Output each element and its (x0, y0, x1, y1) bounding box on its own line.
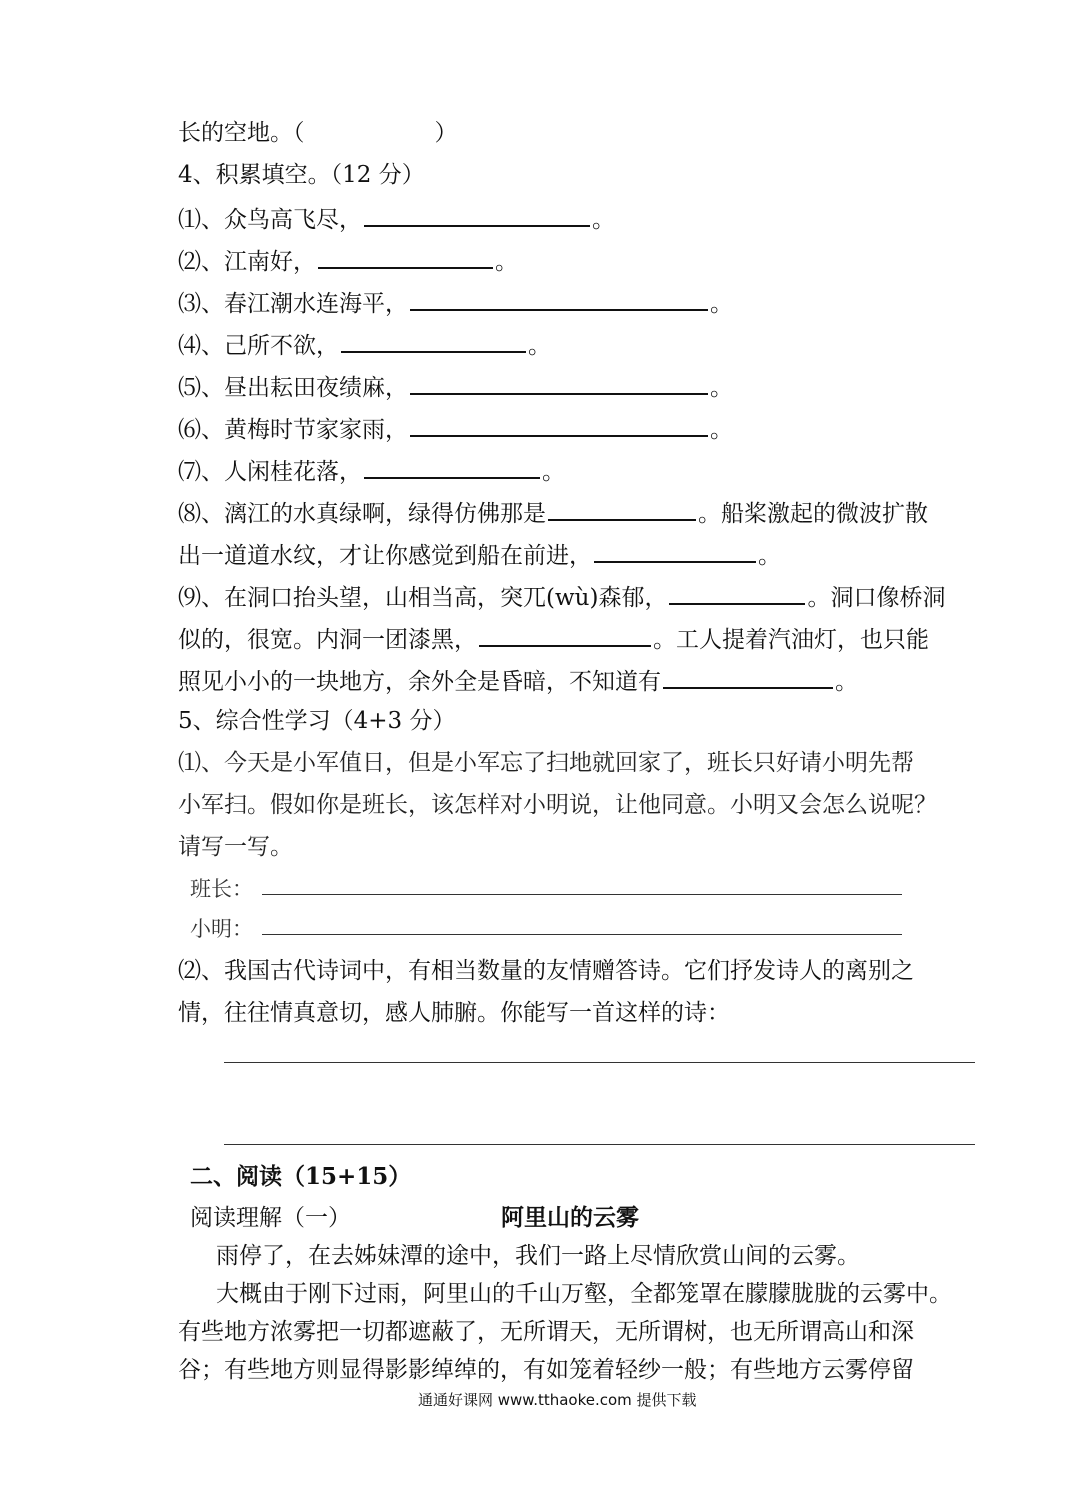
q4-item-label: ⑵、江南好， (178, 249, 316, 275)
q4-item8-text: 。船桨激起的微波扩散 (698, 501, 928, 527)
q4-item-8-line1 (178, 497, 928, 529)
poem-answer-line-1[interactable] (224, 1062, 975, 1063)
q4-item9-text: 。洞口像桥洞 (807, 585, 946, 611)
section2-heading: 二、阅读（15+15） (190, 1163, 412, 1190)
xiaoming-label: 小明： (190, 917, 253, 941)
answer-blank[interactable] (318, 245, 493, 269)
answer-blank[interactable] (364, 455, 540, 479)
q4-item-label: ⑴、众鸟高飞尽， (178, 207, 362, 233)
q4-item-6 (178, 413, 733, 445)
q4-item-5 (178, 371, 733, 403)
xiaoming-answer-line[interactable] (262, 934, 902, 935)
answer-blank[interactable] (548, 497, 696, 521)
reading-para-1: 雨停了，在去姊妹潭的途中，我们一路上尽情欣赏山间的云雾。 (216, 1243, 860, 1269)
q4-item9-text: 。工人提着汽油灯，也只能 (653, 627, 929, 653)
reading-para-4: 谷；有些地方则显得影影绰绰的，有如笼着轻纱一般；有些地方云雾停留 (178, 1357, 914, 1383)
q4-item-2 (178, 245, 518, 277)
q4-item-9-line3 (178, 665, 858, 697)
top-line (178, 118, 458, 148)
q4-item-label: ⑹、黄梅时节家家雨， (178, 417, 408, 443)
q4-item-label: ⑷、己所不欲， (178, 333, 339, 359)
answer-blank[interactable] (341, 329, 526, 353)
q4-item-8-line2 (178, 539, 781, 571)
q4-item9-text: 照见小小的一块地方，余外全是昏暗，不知道有 (178, 669, 661, 695)
q5-p2-line2: 情，往往情真意切，感人肺腑。你能写一首这样的诗： (178, 1000, 730, 1026)
q5-p1-line2: 小军扫。假如你是班长，该怎样对小明说，让他同意。小明又会怎么说呢？ (178, 792, 937, 818)
q4-item-3 (178, 287, 733, 319)
answer-blank[interactable] (594, 539, 756, 563)
q4-item-end: 。 (710, 417, 733, 443)
q4-item9-text: 。 (835, 669, 858, 695)
q4-item9-text: 似的，很宽。内洞一团漆黑， (178, 627, 477, 653)
q5-heading: 5、综合性学习（4+3 分） (178, 708, 456, 734)
top-line-text: 长的空地。（ (178, 120, 305, 146)
q4-item-end: 。 (710, 375, 733, 401)
q4-item-4 (178, 329, 551, 361)
monitor-answer-line[interactable] (262, 894, 902, 895)
answer-blank[interactable] (410, 413, 708, 437)
q4-item-end: 。 (542, 459, 565, 485)
poem-answer-line-2[interactable] (224, 1144, 975, 1145)
q5-p1-line3: 请写一写。 (178, 834, 293, 860)
reading-para-2: 大概由于刚下过雨，阿里山的千山万壑，全都笼罩在朦朦胧胧的云雾中。 (216, 1281, 952, 1307)
q5-p1-line1: ⑴、今天是小军值日，但是小军忘了扫地就回家了，班长只好请小明先帮 (178, 750, 914, 776)
q5-p2-line1: ⑵、我国古代诗词中，有相当数量的友情赠答诗。它们抒发诗人的离别之 (178, 958, 914, 984)
top-line-close: ） (434, 120, 458, 146)
monitor-label: 班长： (190, 877, 253, 901)
reading-title: 阿里山的云雾 (501, 1204, 639, 1231)
answer-blank[interactable] (364, 203, 590, 227)
q4-item8-text: 。 (758, 543, 781, 569)
q4-item-end: 。 (495, 249, 518, 275)
answer-blank[interactable] (669, 581, 805, 605)
answer-blank[interactable] (410, 371, 708, 395)
q4-item-9-line1 (178, 581, 945, 613)
q4-item9-text: ⑼、在洞口抬头望，山相当高，突兀(wù)森郁， (178, 585, 668, 611)
answer-blank[interactable] (479, 623, 651, 647)
q4-item-end: 。 (528, 333, 551, 359)
q4-item-label: ⑶、春江潮水连海平， (178, 291, 408, 317)
reading-sub-label: 阅读理解（一） (190, 1205, 351, 1231)
q4-item-1 (178, 203, 615, 235)
q4-item-7 (178, 455, 565, 487)
q4-heading: 4、积累填空。（12 分） (178, 162, 425, 188)
q4-item-end: 。 (592, 207, 615, 233)
reading-para-3: 有些地方浓雾把一切都遮蔽了，无所谓天，无所谓树，也无所谓高山和深 (178, 1319, 914, 1345)
q4-item-9-line2 (178, 623, 929, 655)
q4-item-label: ⑸、昼出耘田夜绩麻， (178, 375, 408, 401)
q4-item-label: ⑺、人闲桂花落， (178, 459, 362, 485)
footer-credit: 通通好课网 www.tthaoke.com 提供下载 (418, 1391, 697, 1409)
q4-item8-text: ⑻、漓江的水真绿啊，绿得仿佛那是 (178, 501, 546, 527)
q4-item8-text: 出一道道水纹，才让你感觉到船在前进， (178, 543, 592, 569)
answer-blank[interactable] (410, 287, 708, 311)
answer-blank[interactable] (663, 665, 833, 689)
q4-item-end: 。 (710, 291, 733, 317)
